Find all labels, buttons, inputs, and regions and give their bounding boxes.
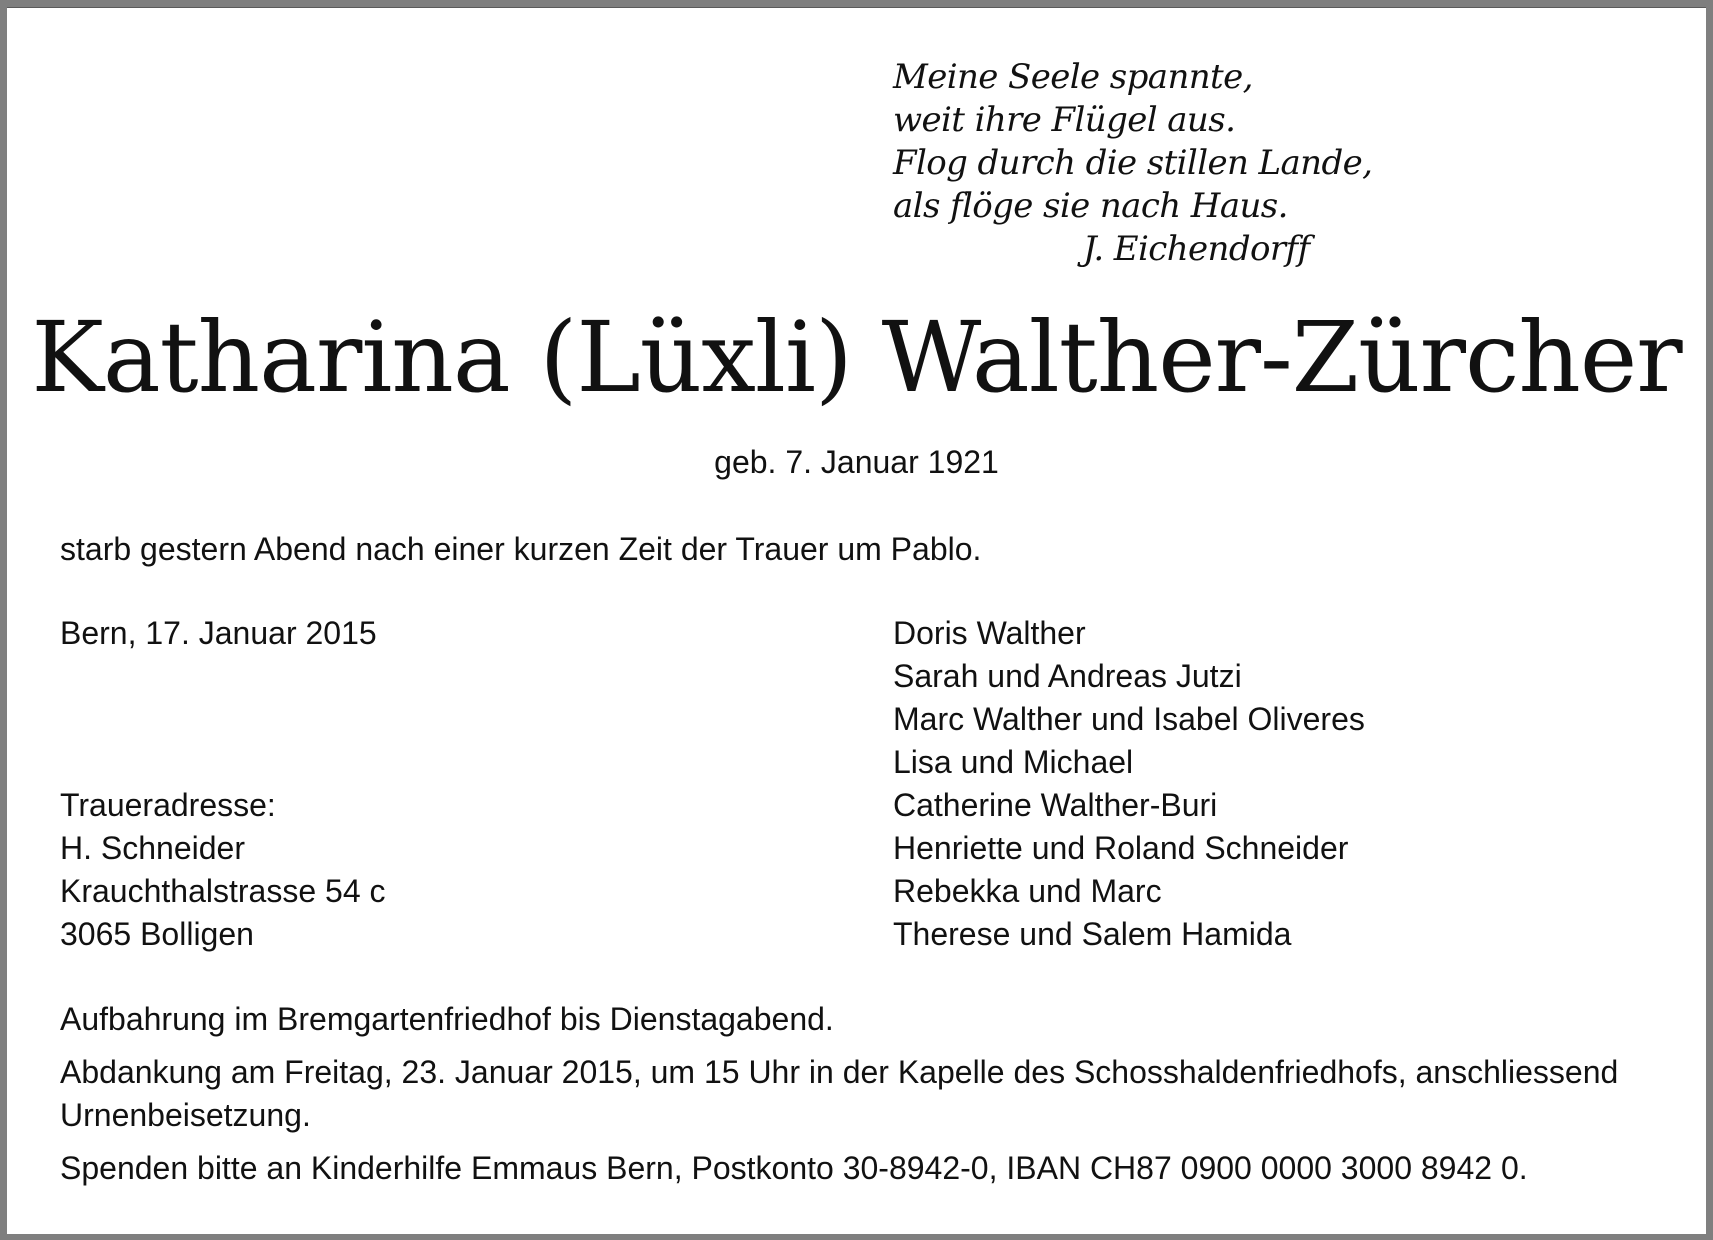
birth-date: geb. 7. Januar 1921 <box>714 444 999 480</box>
poem-line: Flog durch die stillen Lande, <box>893 143 1373 183</box>
address-line: H. Schneider <box>60 830 245 866</box>
address-line: Krauchthalstrasse 54 c <box>60 873 386 909</box>
mourning-address <box>60 784 386 956</box>
poem-quote <box>893 56 1372 271</box>
notice-donations: Spenden bitte an Kinderhilfe Emmaus Bern, Postkonto 30-8942-0, IBAN CH87 0900 0000 3000 8942 0. <box>60 1150 1528 1186</box>
poem-author: J. Eichendorff <box>1083 229 1310 269</box>
mourner-name: Sarah und Andreas Jutzi <box>893 658 1242 694</box>
mourner-name: Doris Walther <box>893 615 1086 651</box>
intro-text: starb gestern Abend nach einer kurzen Zeit der Trauer um Pablo. <box>60 531 982 567</box>
mourners-list <box>893 612 1365 956</box>
mourner-name: Marc Walther und Isabel Oliveres <box>893 701 1365 737</box>
poem-line: Meine Seele spannte, <box>893 57 1253 97</box>
mourner-name: Catherine Walther-Buri <box>893 787 1218 823</box>
notice-service: Abdankung am Freitag, 23. Januar 2015, um 15 Uhr in der Kapelle des Schosshaldenfriedhofs, anschliessend Urnenbeisetzung. <box>60 1054 1619 1133</box>
poem-line: als flöge sie nach Haus. <box>893 186 1288 226</box>
address-line: 3065 Bolligen <box>60 916 254 952</box>
mourner-name: Therese und Salem Hamida <box>893 916 1292 952</box>
address-label: Traueradresse: <box>60 787 276 823</box>
place-date: Bern, 17. Januar 2015 <box>60 615 377 651</box>
mourner-name: Henriette und Roland Schneider <box>893 830 1349 866</box>
mourner-name: Lisa und Michael <box>893 744 1134 780</box>
notice-viewing: Aufbahrung im Bremgartenfriedhof bis Dienstagabend. <box>60 1001 834 1037</box>
mourner-name: Rebekka und Marc <box>893 873 1162 909</box>
poem-line: weit ihre Flügel aus. <box>893 100 1236 140</box>
deceased-name: Katharina (Lüxli) Walther-Zürcher <box>31 301 1682 414</box>
notices <box>60 998 1660 1200</box>
obituary-page <box>7 7 1706 1234</box>
